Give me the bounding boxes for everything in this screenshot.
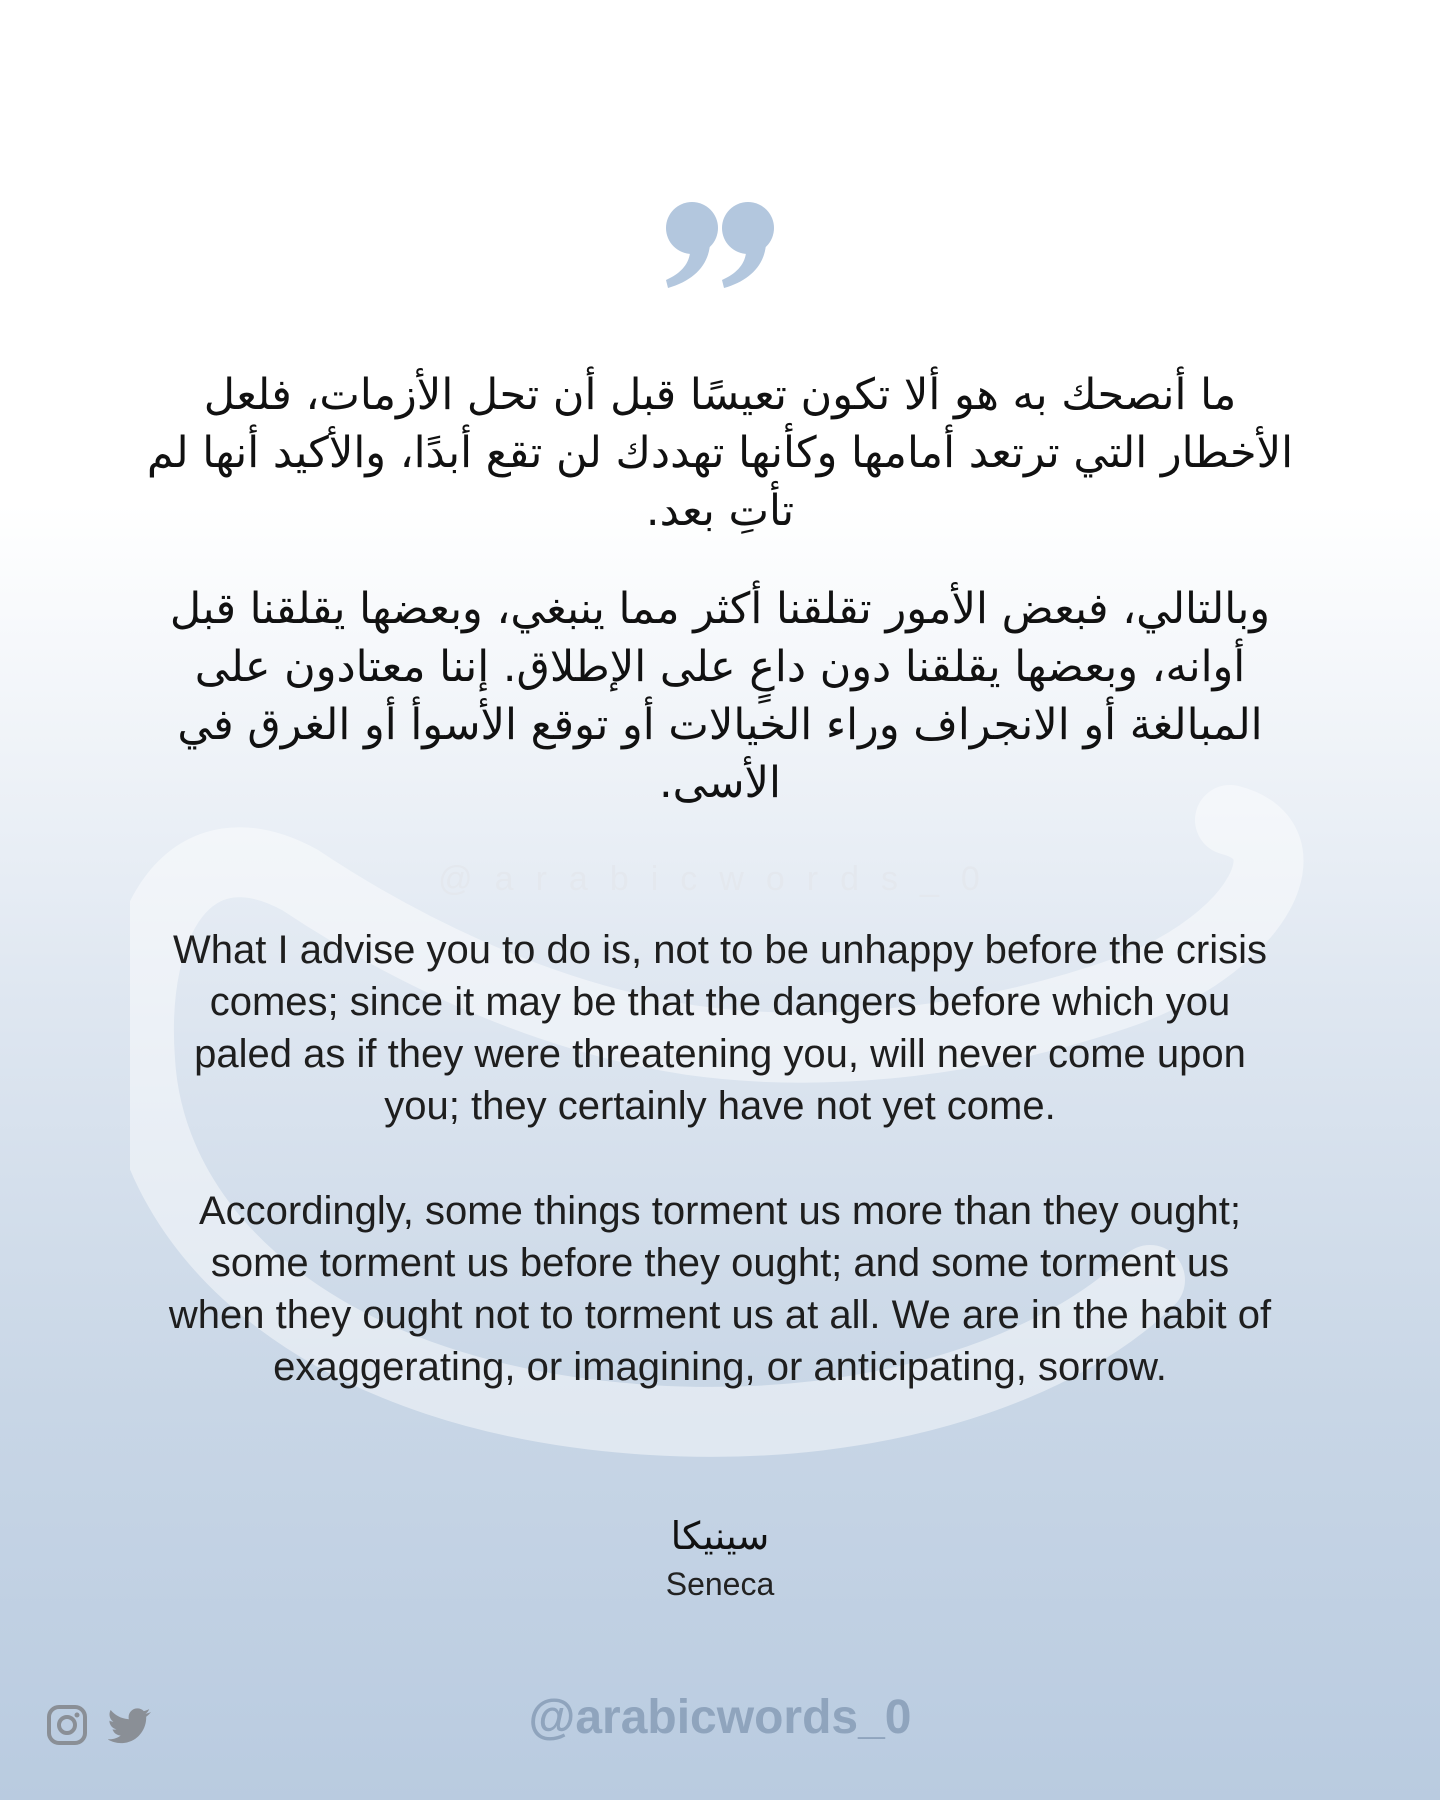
footer-handle: @arabicwords_0 (528, 1691, 912, 1744)
english-quote-paragraph-2: Accordingly, some things torment us more than they ought; some torment us before they ought; and some torment us when they ought not to torment us at all. We are in the habit of exaggerating, or imagining, or anticipating, sorrow. (168, 1189, 1272, 1389)
watermark-handle: @arabicwords_0 (438, 860, 1002, 898)
quote-mark-icon (660, 200, 780, 290)
arabic-quote-paragraph-1: ما أنصحك به هو ألا تكون تعيسًا قبل أن تحل الأزمات، فلعل الأخطار التي ترتعد أمامها وكأنها تهددك لن تقع أبدًا، والأكيد أنها لم تأتِ بعد. (146, 370, 1294, 536)
author-name-english: Seneca (665, 1566, 775, 1602)
english-quote-paragraph-1: What I advise you to do is, not to be unhappy before the crisis comes; since it may be that the dangers before which you paled as if they were threatening you, will never come upon you; they certainly have not yet come. (173, 928, 1267, 1128)
arabic-quote-paragraph-2: وبالتالي، فبعض الأمور تقلقنا أكثر مما ينبغي، وبعضها يقلقنا قبل أوانه، وبعضها يقلقنا دون داعٍ على الإطلاق. إننا معتادون على المبالغة أو الانجراف وراء الخيالات أو توقع الأسوأ أو الغرق في الأسى. (169, 584, 1271, 808)
author-name-arabic: سينيكا (670, 1514, 770, 1558)
